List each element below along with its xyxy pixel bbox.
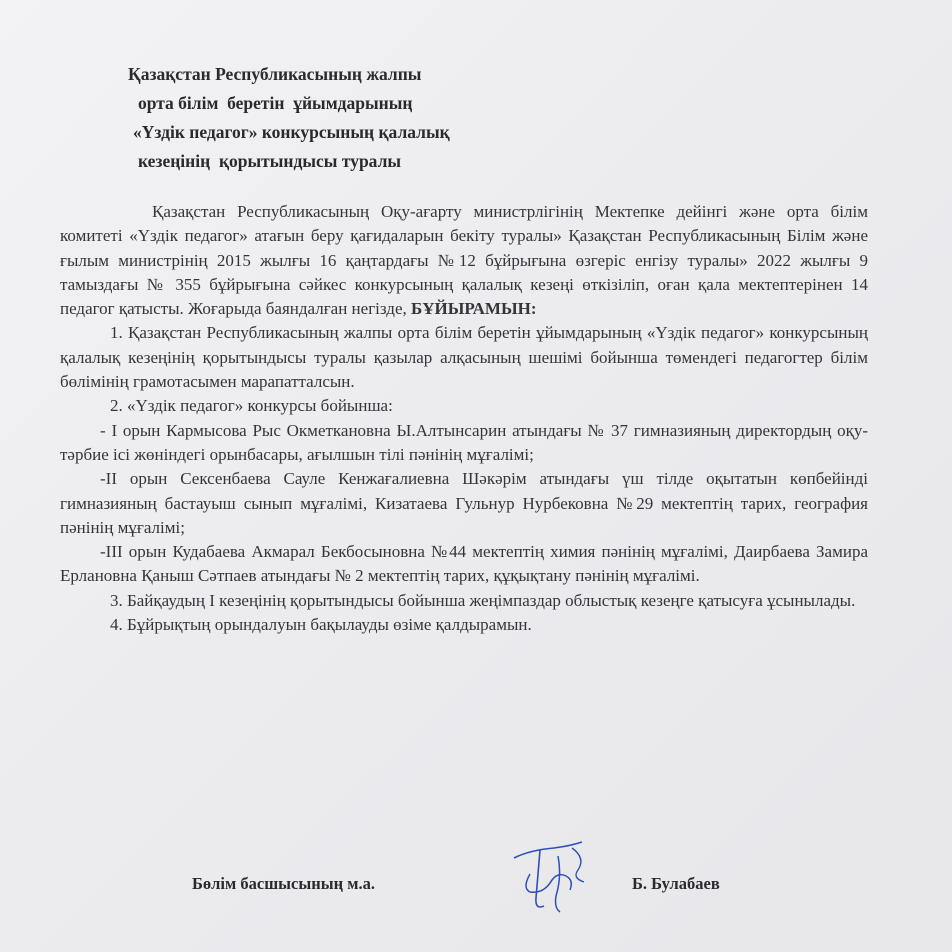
order-item-2: 2. «Үздік педагог» конкурсы бойынша: xyxy=(110,396,393,416)
signatory-title: Бөлім басшысының м.а. xyxy=(192,874,375,893)
signatory-name: Б. Булабаев xyxy=(632,874,720,893)
award-first-place: - I орын Кармысова Рыс Окметкановна Ы.Алтынсарин атындағы № 37 гимназияның директордың оқу-тәрбие ісі жөніндегі орынбасары, ағылшын тілі пәнінің мұғалімі; xyxy=(60,420,868,464)
intro-paragraph xyxy=(60,200,868,321)
document-body xyxy=(60,200,868,637)
award-second-place: -II орын Сексенбаева Сауле Кенжағалиевна Шәкәрім атындағы үш тілде оқытатын көпбейінді гимназияның бастауыш сынып мұғалімі, Кизатаева Гульнур Нурбековна №29 мектептің тарих, география пәнінің мұғалімі; xyxy=(60,469,868,537)
order-item-3: 3. Байқаудың I кезеңінің қорытындысы бойынша жеңімпаздар облыстық кезеңге қатысуға ұсынылады. xyxy=(110,590,856,610)
title-line-4: кезеңінің қорытындысы туралы xyxy=(138,151,402,171)
title-line-2: орта білім беретін ұйымдарының xyxy=(138,93,413,113)
signature-block xyxy=(0,870,952,930)
handwritten-signature xyxy=(500,836,600,920)
award-third-place: -III орын Кудабаева Акмарал Бекбосыновна №44 мектептің химия пәнінің мұғалімі, Даирбаева Замира Ерлановна Қаныш Сәтпаев атындағы № 2 мектептің тарих, құқықтану пәнінің мұғалімі. xyxy=(60,542,868,586)
order-item-4: 4. Бұйрықтың орындалуын бақылауды өзіме қалдырамын. xyxy=(110,615,532,635)
intro-text: Қазақстан Республикасының Оқу-ағарту министрлігінің Мектепке дейінгі және орта білім комитеті «Үздік педагог» атағын беру қағидаларын бекіту туралы» Қазақстан Республикасының Білім және ғылым министрінің 2015 жылғы 16 қаңтардағы №12 бұйрығына өзгеріс енгізу туралы» 2022 жылғы 9 тамыздағы № 355 бұйрығына сәйкес конкурсының қалалық кезеңі өткізіліп, оған қала мектептерінен 14 педагог қатысты. Жоғарыда баяндалған негізде, xyxy=(60,202,868,319)
order-word: БҰЙЫРАМЫН: xyxy=(411,299,537,319)
document-title xyxy=(128,60,450,176)
title-line-3: «Үздік педагог» конкурсының қалалық xyxy=(133,122,450,142)
title-line-1: Қазақстан Республикасының жалпы xyxy=(128,64,422,84)
order-item-1: 1. Қазақстан Республикасының жалпы орта білім беретін ұйымдарының «Үздік педагог» конкурсының қалалық кезеңінің қорытындысы туралы қазылар алқасының шешімі бойынша төмендегі педагогтер білім бөлімінің грамотасымен марапатталсын. xyxy=(60,323,868,392)
